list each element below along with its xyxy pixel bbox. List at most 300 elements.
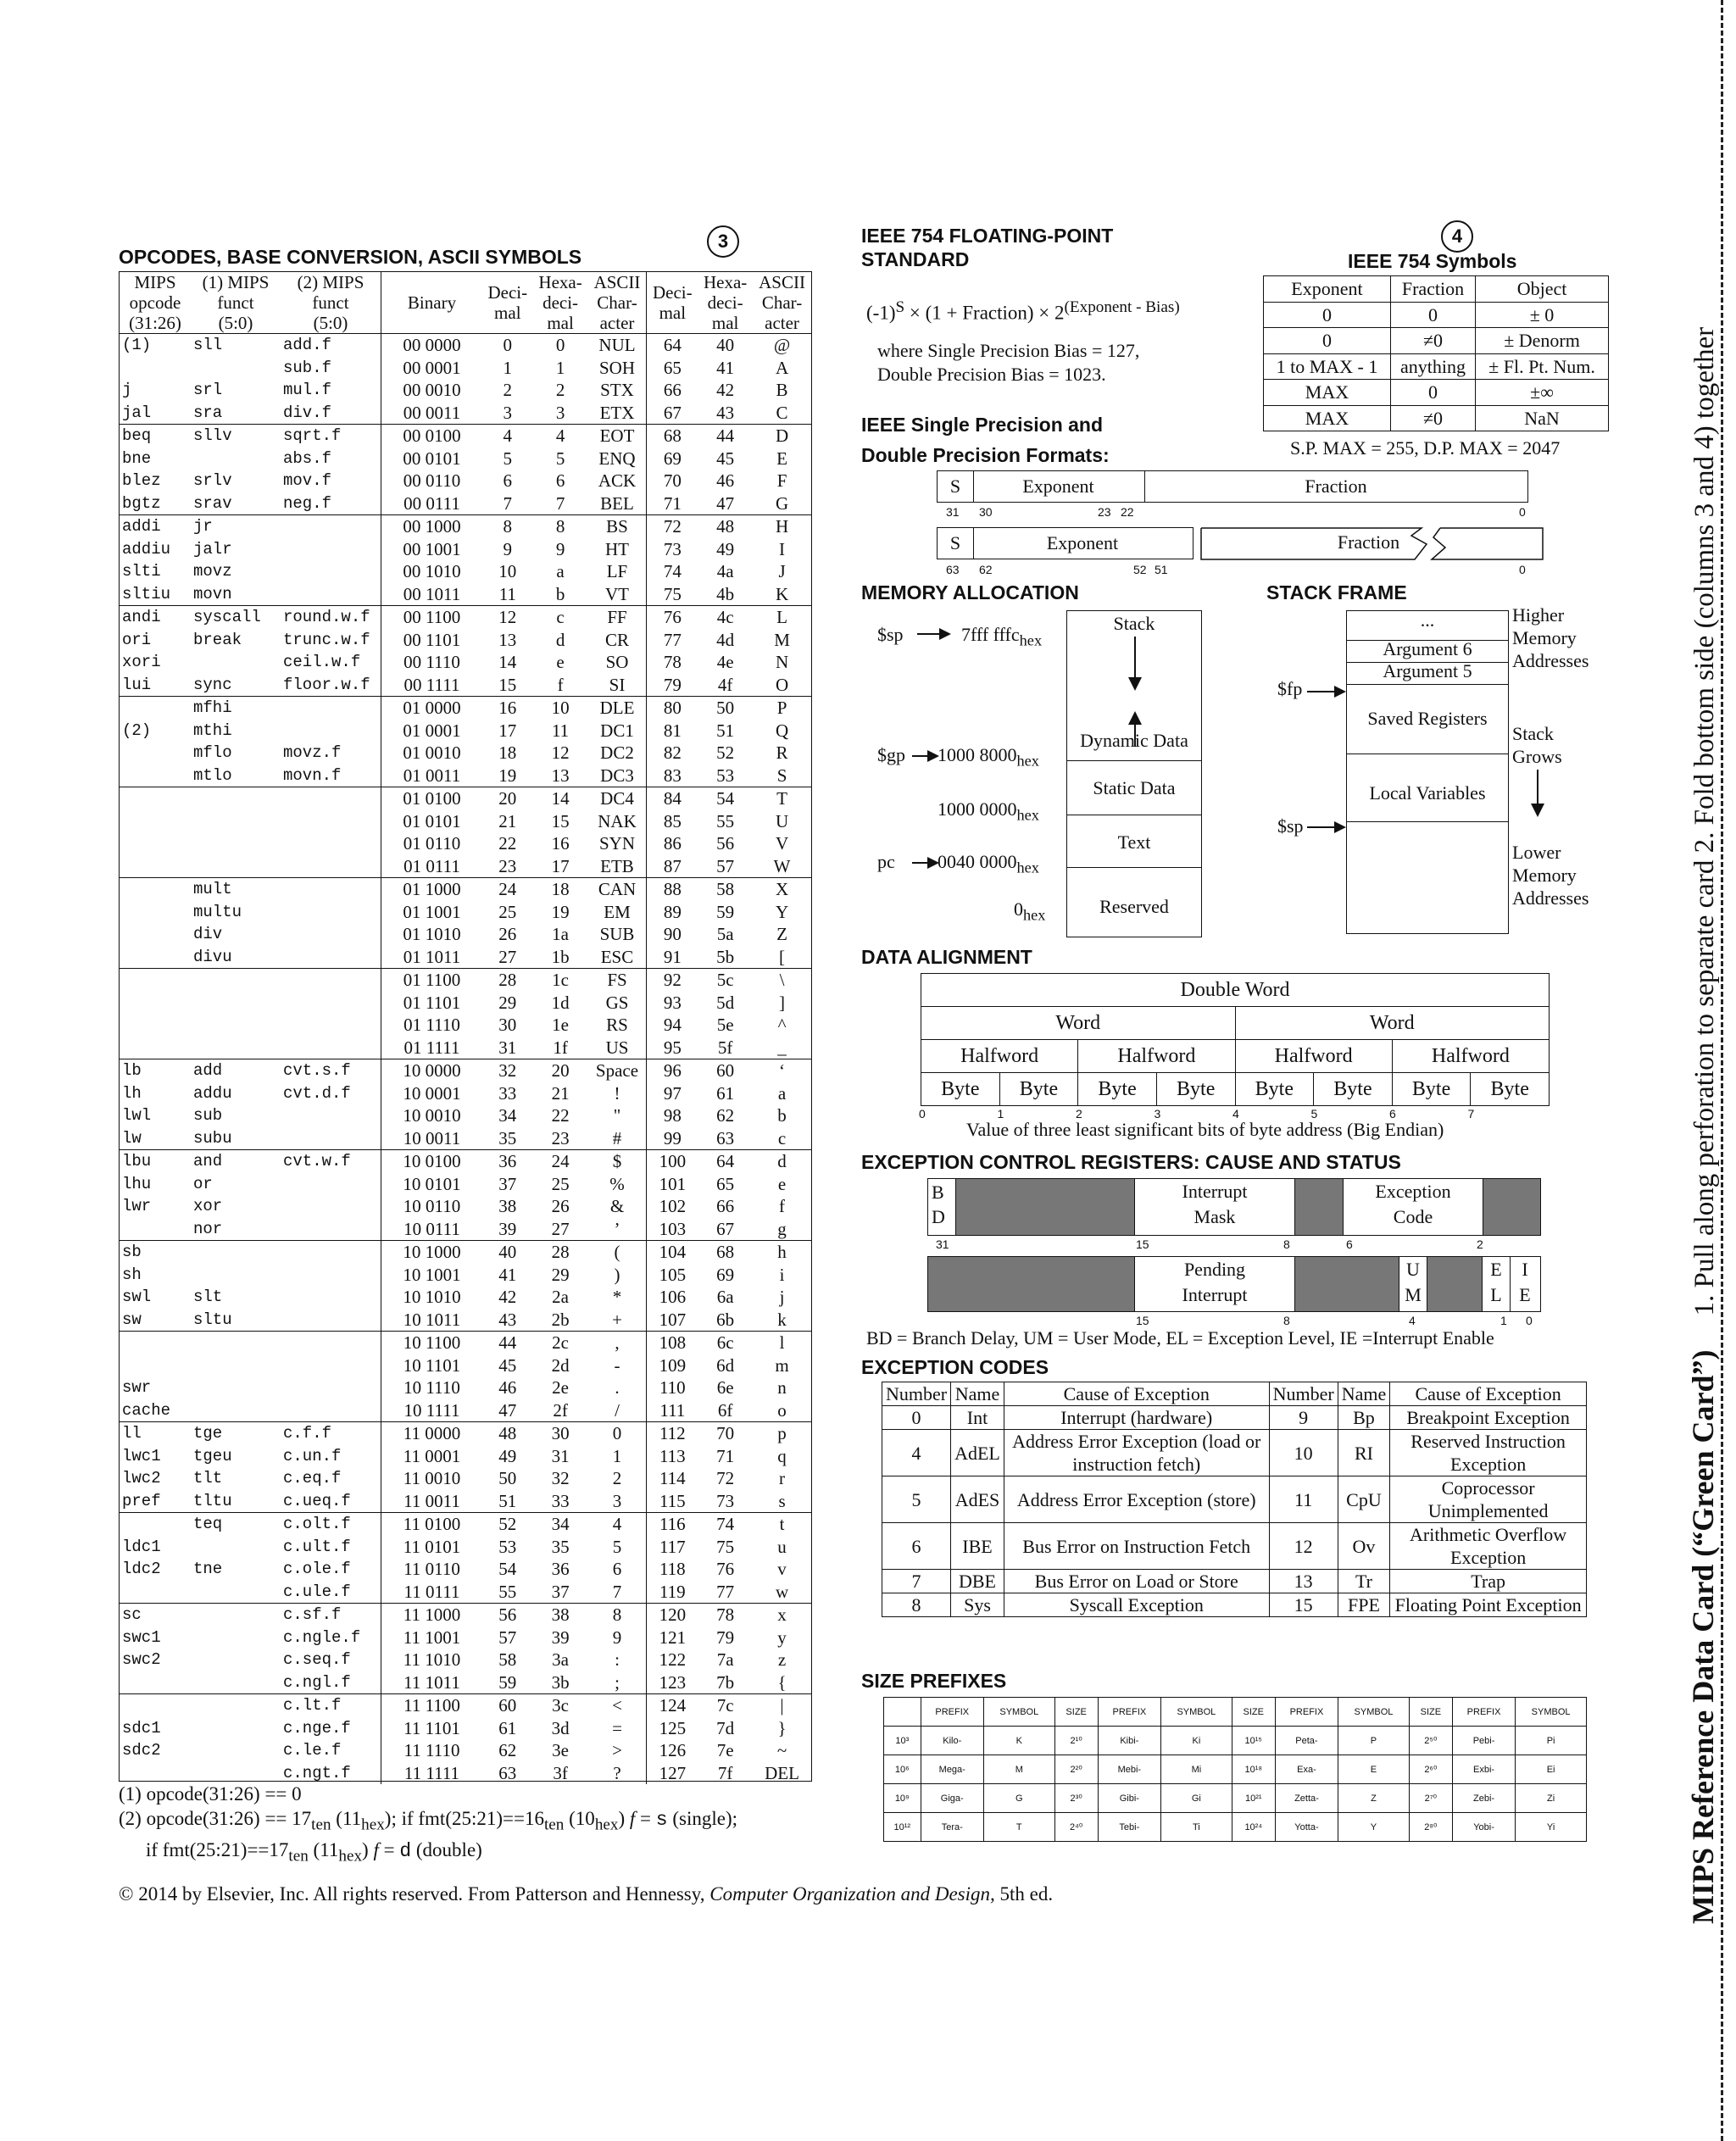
- table-cell: Q: [775, 720, 789, 741]
- table-row: [120, 448, 811, 470]
- table-cell: 10 1100: [381, 1332, 483, 1354]
- table-row: [120, 923, 811, 946]
- table-header: SYMBOL: [1338, 1698, 1410, 1727]
- table-cell: 55: [716, 810, 735, 831]
- table-cell: d: [555, 629, 565, 650]
- table-cell: [191, 448, 281, 470]
- table-cell: R: [776, 742, 788, 763]
- table-cell: 79: [663, 674, 682, 695]
- table-cell: 50: [498, 1468, 517, 1488]
- table-cell: 01 0101: [403, 810, 461, 831]
- table-row: [882, 1570, 1587, 1593]
- table-cell: 64: [698, 1150, 753, 1173]
- table-cell: |: [753, 1694, 811, 1717]
- table-cell: 36: [551, 1559, 570, 1579]
- byte-offset-label: 7: [1467, 1107, 1475, 1121]
- table-cell: d: [753, 1150, 811, 1173]
- table-cell: [281, 720, 381, 742]
- table-cell: 11 0110: [403, 1559, 460, 1579]
- table-cell: 88: [647, 878, 698, 901]
- table-cell: 9: [588, 1627, 647, 1649]
- table-cell: ESC: [588, 946, 647, 969]
- table-cell: z: [777, 1649, 787, 1670]
- table-cell: ceil.w.f: [281, 651, 381, 674]
- sp-address: 7fff fffc$_{hex}$: [961, 624, 1043, 649]
- table-cell: 3e: [552, 1740, 569, 1760]
- table-cell: e: [777, 1173, 787, 1194]
- table-cell: jalr: [193, 539, 232, 559]
- table-cell: [281, 1332, 381, 1354]
- double-precision-format: [937, 527, 1547, 561]
- table-cell: mtlo: [193, 765, 232, 785]
- table-cell: N: [775, 652, 789, 672]
- table-cell: g: [777, 1218, 787, 1239]
- table-cell: 01 0000: [381, 697, 483, 720]
- table-cell: 27: [551, 1218, 570, 1239]
- table-cell: ACK: [588, 470, 647, 492]
- table-cell: 28: [533, 1241, 588, 1264]
- table-cell: 45: [716, 448, 735, 469]
- table-cell: 102: [659, 1196, 687, 1216]
- double-word-cell: Double Word: [921, 974, 1550, 1007]
- table-cell: V: [775, 833, 789, 854]
- table-cell: y: [777, 1627, 787, 1648]
- table-cell: 01 1000: [381, 878, 483, 901]
- table-cell: K: [775, 583, 789, 604]
- table-cell: 6d: [716, 1354, 735, 1376]
- table-cell: NUL: [588, 334, 647, 357]
- opcode-table-frame: [119, 271, 812, 1782]
- table-cell: 0: [1264, 328, 1391, 354]
- byte-offset-label: 0: [919, 1107, 926, 1121]
- bit-label: 0: [1519, 505, 1526, 519]
- table-cell: 68: [647, 425, 698, 448]
- table-cell: 72: [647, 515, 698, 538]
- table-cell: tgeu: [193, 1446, 232, 1465]
- bit-label: 8: [1283, 1314, 1290, 1327]
- table-cell: 3b: [551, 1671, 570, 1693]
- table-cell: c.ngle.f: [281, 1627, 381, 1649]
- folding-instructions: 1. Pull along perforation to separate card 2. Fold bottom side (columns 3 and 4) together: [1689, 326, 1720, 1316]
- table-row: [120, 1717, 811, 1740]
- table-cell: ^: [777, 1015, 787, 1035]
- table-header: Exponent: [1264, 276, 1391, 303]
- table-cell: RS: [588, 1014, 647, 1037]
- table-cell: 10 0101: [403, 1173, 461, 1194]
- table-cell: 5f: [717, 1037, 733, 1058]
- table-cell: 11: [1269, 1476, 1338, 1523]
- table-cell: 19: [498, 765, 517, 786]
- table-cell: sdc2: [122, 1741, 161, 1760]
- table-cell: (2): [122, 720, 152, 740]
- table-row: [120, 1264, 811, 1287]
- table-cell: cvt.w.f: [281, 1150, 381, 1173]
- footnote-3: if $fmt(25:21)==17_{ten}$ $(11_{hex}) f = d$ (double): [146, 1838, 482, 1866]
- ieee-symbols-title: IEEE 754 Symbols: [1348, 250, 1517, 272]
- table-cell: 2d: [551, 1354, 570, 1376]
- table-cell: 7f: [717, 1762, 733, 1783]
- table-cell: [281, 1218, 381, 1241]
- table-cell: div.f: [281, 402, 381, 425]
- table-cell: 117: [659, 1536, 686, 1557]
- table-cell: 2⁶⁰: [1409, 1755, 1452, 1784]
- table-cell: h: [753, 1241, 811, 1264]
- table-cell: [120, 1513, 191, 1536]
- table-cell: 26: [551, 1196, 570, 1216]
- table-cell: swl: [122, 1287, 152, 1306]
- table-cell: 4: [588, 1513, 647, 1536]
- table-cell: 91: [663, 946, 682, 967]
- table-cell: 4f: [717, 674, 733, 695]
- table-cell: P: [753, 697, 811, 720]
- gp-address: 1000 $8000_{hex}$: [938, 744, 1039, 770]
- table-cell: 10 1000: [381, 1241, 483, 1264]
- exception-legend: BD = Branch Delay, UM = User Mode, EL = Exception Level, IE =Interrupt Enable: [866, 1327, 1494, 1349]
- byte-offset-label: 4: [1232, 1107, 1239, 1121]
- table-row: [120, 1104, 811, 1127]
- table-cell: 00 1101: [403, 629, 461, 650]
- header-ascii-2: ASCII Char- acter: [753, 272, 811, 334]
- table-cell: 11 1111: [403, 1762, 460, 1783]
- table-cell: 39: [498, 1218, 517, 1239]
- table-cell: lb: [120, 1059, 191, 1082]
- table-cell: [281, 1264, 381, 1287]
- table-cell: 29: [498, 992, 517, 1013]
- table-cell: T: [753, 787, 811, 810]
- sign-field: S: [937, 470, 974, 503]
- table-cell: l: [753, 1332, 811, 1354]
- byte-cell: Byte: [1078, 1073, 1157, 1106]
- table-row: [120, 1127, 811, 1150]
- table-cell: 121: [659, 1627, 687, 1648]
- table-cell: 5a: [716, 924, 734, 944]
- table-cell: [281, 946, 381, 969]
- table-cell: }: [777, 1717, 787, 1738]
- table-cell: [191, 832, 281, 855]
- table-cell: sb: [120, 1241, 191, 1264]
- table-cell: 2: [503, 380, 513, 400]
- table-cell: 01 1011: [403, 946, 461, 967]
- table-cell: CR: [588, 629, 647, 652]
- stack-segment: Stack: [1113, 613, 1155, 634]
- gp-pointer-label: $gp: [877, 744, 905, 765]
- table-cell: [120, 787, 191, 810]
- table-cell: Exbi-: [1452, 1755, 1515, 1784]
- table-cell: 10²¹: [1232, 1784, 1275, 1813]
- table-cell: 79: [716, 1627, 735, 1648]
- table-cell: [281, 832, 381, 855]
- status-unused-field: [1427, 1257, 1482, 1311]
- table-row: [120, 1558, 811, 1581]
- table-cell: Mega-: [921, 1755, 983, 1784]
- table-cell: 48: [698, 515, 753, 538]
- memory-allocation-title: MEMORY ALLOCATION: [861, 581, 1079, 603]
- table-row: [120, 787, 811, 810]
- table-cell: 92: [647, 969, 698, 992]
- table-cell: ENQ: [588, 448, 647, 470]
- table-cell: 107: [659, 1309, 687, 1330]
- interrupt-mask-field: Interrupt Mask: [1134, 1179, 1295, 1235]
- table-cell: 20: [533, 1059, 588, 1082]
- table-cell: [120, 697, 191, 720]
- table-cell: 0: [588, 1422, 647, 1445]
- table-cell: 71: [663, 492, 682, 514]
- table-cell: [281, 901, 381, 924]
- table-cell: 17: [498, 720, 517, 741]
- table-header: Name: [1338, 1382, 1390, 1406]
- fraction-break-outline: [1193, 527, 1549, 561]
- table-cell: 10¹²: [884, 1813, 921, 1842]
- table-cell: *: [588, 1286, 647, 1309]
- table-cell: DLE: [588, 697, 647, 720]
- table-cell: [191, 1376, 281, 1399]
- down-arrow-icon: [1527, 770, 1548, 820]
- lower-memory-label: Lower Memory Addresses: [1512, 842, 1589, 909]
- table-cell: 109: [659, 1354, 687, 1376]
- table-cell: AdES: [951, 1476, 1004, 1523]
- table-cell: DEL: [765, 1762, 799, 1783]
- table-cell: [191, 1627, 281, 1649]
- table-cell: ": [588, 1104, 647, 1127]
- table-cell: 1f: [553, 1037, 568, 1058]
- table-cell: 67: [716, 1218, 735, 1239]
- table-cell: [281, 923, 381, 946]
- table-cell: [281, 1037, 381, 1059]
- table-cell: 7: [555, 492, 565, 514]
- table-cell: o: [777, 1399, 787, 1421]
- bit-label: 0: [1526, 1314, 1533, 1327]
- table-cell: sra: [193, 403, 223, 422]
- fraction-field: Fraction: [1144, 470, 1528, 503]
- table-cell: 10⁹: [884, 1784, 921, 1813]
- table-cell: GS: [588, 992, 647, 1015]
- table-cell: 35: [498, 1127, 517, 1148]
- table-cell: 24: [482, 878, 533, 901]
- table-header: PREFIX: [1275, 1698, 1338, 1727]
- bit-label: 31: [936, 1237, 949, 1251]
- table-row: [120, 855, 811, 878]
- table-cell: 24: [533, 1150, 588, 1173]
- table-cell: 3: [555, 402, 565, 423]
- table-cell: Tr: [1338, 1570, 1390, 1593]
- table-cell: CpU: [1338, 1476, 1390, 1523]
- table-cell: 69: [663, 448, 682, 469]
- table-cell: lwc1: [122, 1446, 161, 1465]
- table-cell: [: [779, 946, 786, 967]
- table-cell: 10 1001: [403, 1264, 461, 1285]
- table-cell: D: [753, 425, 811, 448]
- table-header: PREFIX: [1452, 1698, 1515, 1727]
- table-cell: Yi: [1516, 1813, 1587, 1842]
- column-3-badge: 3: [707, 225, 739, 258]
- frame-ellipsis: ...: [1420, 609, 1435, 631]
- table-cell: [120, 946, 191, 969]
- table-cell: 2a: [552, 1287, 569, 1307]
- table-cell: jal: [122, 403, 152, 422]
- table-cell: 6b: [716, 1309, 735, 1330]
- bit-label: 1: [1500, 1314, 1507, 1327]
- static-address: 1000 $0000_{hex}$: [938, 798, 1039, 824]
- table-row: [120, 992, 811, 1015]
- table-cell: EM: [588, 901, 647, 924]
- interrupt-enable-bit: I E: [1519, 1259, 1531, 1305]
- table-cell: M: [774, 629, 790, 650]
- table-cell: subu: [193, 1128, 232, 1148]
- table-cell: lbu: [120, 1150, 191, 1173]
- table-cell: [120, 1581, 191, 1604]
- table-cell: 8: [482, 515, 533, 538]
- table-cell: c.ole.f: [281, 1558, 381, 1581]
- table-row: [884, 1784, 1587, 1813]
- table-cell: 75: [716, 1536, 735, 1557]
- table-cell: pref: [122, 1491, 161, 1510]
- table-cell: [281, 1014, 381, 1037]
- memory-map: [1066, 610, 1202, 937]
- table-cell: 7e: [716, 1740, 734, 1760]
- table-cell: 114: [659, 1468, 686, 1488]
- ieee-max-note: S.P. MAX = 255, D.P. MAX = 2047: [1290, 437, 1561, 459]
- table-row: [120, 629, 811, 652]
- table-cell: 63: [498, 1762, 517, 1783]
- table-cell: 00 0010: [403, 380, 461, 400]
- table-cell: 10 0000: [381, 1059, 483, 1082]
- byte-cell: Byte: [1235, 1073, 1314, 1106]
- table-cell: 103: [659, 1218, 687, 1239]
- table-cell: sw: [122, 1310, 142, 1329]
- table-cell: j: [122, 381, 132, 399]
- table-cell: [281, 1104, 381, 1127]
- table-cell: STX: [588, 379, 647, 402]
- table-cell: j: [779, 1287, 785, 1307]
- table-cell: abs.f: [281, 448, 381, 470]
- table-cell: c.nge.f: [281, 1717, 381, 1740]
- table-cell: 74: [663, 561, 682, 581]
- table-cell: ±∞: [1476, 380, 1609, 406]
- table-cell: 125: [659, 1717, 687, 1738]
- size-prefixes-table: [883, 1697, 1587, 1842]
- table-cell: !: [588, 1082, 647, 1105]
- table-cell: [281, 1309, 381, 1332]
- table-cell: bgtz: [122, 493, 161, 513]
- table-cell: 59: [716, 901, 735, 922]
- table-cell: movz.f: [281, 742, 381, 765]
- frame-argument-6: Argument 6: [1383, 638, 1472, 659]
- table-cell: [120, 901, 191, 924]
- table-cell: 66: [716, 1196, 735, 1216]
- table-cell: swc2: [122, 1650, 161, 1669]
- table-cell: Ti: [1161, 1813, 1232, 1842]
- table-cell: r: [779, 1468, 786, 1488]
- table-cell: 51: [716, 720, 735, 741]
- footnote-2: (2) opcode(31:26) == $17_{ten}$ $(11_{hex})$; if $fmt(25:21)==16_{ten}$ $(10_{hex}) f = s$ (single);: [119, 1808, 737, 1834]
- table-cell: 97: [663, 1082, 682, 1104]
- table-cell: FS: [588, 969, 647, 992]
- table-cell: Kilo-: [921, 1727, 983, 1755]
- byte-cell: Byte: [999, 1073, 1078, 1106]
- table-cell: Yotta-: [1275, 1813, 1338, 1842]
- table-cell: [120, 832, 191, 855]
- table-cell: 62: [498, 1740, 517, 1760]
- table-cell: [120, 357, 191, 380]
- table-row: [120, 765, 811, 787]
- table-row: [884, 1727, 1587, 1755]
- table-row: [1264, 328, 1609, 354]
- table-cell: 25: [551, 1173, 570, 1194]
- table-cell: ldc2: [122, 1560, 161, 1578]
- table-row: [120, 1354, 811, 1377]
- table-cell: [281, 1173, 381, 1196]
- table-cell: 11 0111: [403, 1581, 460, 1602]
- table-cell: c.olt.f: [281, 1513, 381, 1536]
- table-cell: Y: [775, 901, 789, 922]
- table-cell: 3c: [533, 1694, 588, 1717]
- table-cell: 3d: [551, 1717, 570, 1738]
- table-cell: BS: [588, 515, 647, 538]
- card-title: MIPS Reference Data Card (“Green Card”): [1686, 1349, 1720, 1924]
- table-cell: sltiu: [122, 584, 171, 603]
- table-cell: 23: [498, 855, 517, 876]
- table-cell: 20: [482, 787, 533, 810]
- table-cell: SO: [588, 651, 647, 674]
- fraction-field: Fraction: [1337, 531, 1400, 553]
- table-cell: 5b: [716, 946, 735, 967]
- table-cell: 11 1011: [403, 1671, 460, 1693]
- table-header: SIZE: [1054, 1698, 1098, 1727]
- table-cell: [120, 1671, 191, 1694]
- table-cell: 81: [663, 720, 682, 741]
- table-cell: 3f: [553, 1762, 568, 1783]
- table-cell: 49: [498, 1445, 517, 1466]
- table-cell: 58: [698, 878, 753, 901]
- table-cell: NAK: [588, 810, 647, 833]
- table-cell: b: [777, 1105, 787, 1126]
- stack-frame-diagram: [1346, 610, 1509, 934]
- table-cell: 2: [588, 1467, 647, 1490]
- table-cell: 12: [482, 606, 533, 629]
- table-cell: 34: [498, 1105, 517, 1126]
- table-cell: 0: [503, 335, 513, 355]
- table-cell: 26: [498, 924, 517, 944]
- table-cell: 10: [498, 561, 517, 581]
- table-cell: 10 0110: [403, 1196, 461, 1216]
- table-row: [120, 1445, 811, 1468]
- table-cell: [120, 765, 191, 787]
- bit-label: 4: [1409, 1314, 1416, 1327]
- table-cell: 15: [498, 674, 517, 695]
- table-cell: ETB: [588, 855, 647, 878]
- table-cell: Pebi-: [1452, 1727, 1515, 1755]
- table-cell: K: [983, 1727, 1054, 1755]
- table-cell: 57: [716, 855, 735, 876]
- table-cell: [191, 1581, 281, 1604]
- table-cell: ≠0: [1390, 328, 1475, 354]
- table-row: [120, 583, 811, 606]
- table-cell: 59: [498, 1671, 517, 1693]
- table-cell: c.ngl.f: [281, 1671, 381, 1694]
- table-cell: [120, 1014, 191, 1037]
- copyright-notice: © 2014 by Elsevier, Inc. All rights reserved. From Patterson and Hennessy, Computer Organization and Design, 5th ed.: [119, 1883, 1054, 1905]
- table-row: [882, 1476, 1587, 1523]
- table-cell: [120, 923, 191, 946]
- table-cell: 118: [659, 1559, 686, 1579]
- table-cell: [281, 1286, 381, 1309]
- table-cell: Yobi-: [1452, 1813, 1515, 1842]
- table-cell: W: [773, 855, 791, 876]
- table-row: [120, 697, 811, 720]
- table-cell: 8: [533, 515, 588, 538]
- table-cell: G: [983, 1784, 1054, 1813]
- table-cell: 73: [663, 538, 682, 559]
